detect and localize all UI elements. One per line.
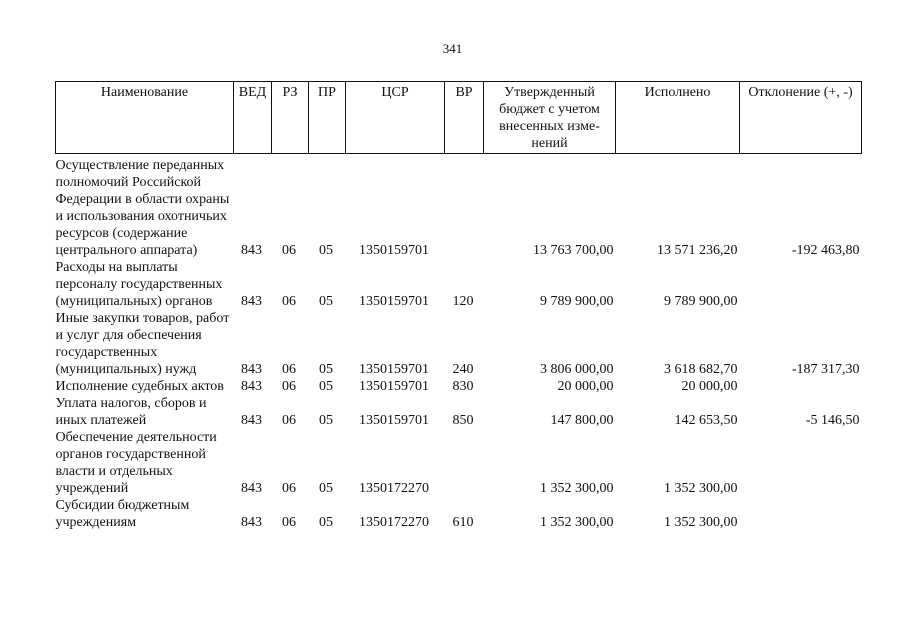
cell-rz: 06 [282,294,296,309]
header-csr: ЦСР [346,82,445,154]
header-approved-budget: Утвержденный бюджет с учетом внесенных изме-нений [484,82,616,154]
cell-csr: 1350159701 [359,379,429,394]
table-row [56,154,862,260]
table-row [56,497,862,531]
header-deviation: Отклонение (+, -) [740,82,862,154]
cell-vr [445,429,484,497]
cell-csr: 1350159701 [359,362,429,377]
cell-approved: 147 800,00 [550,413,614,428]
table-row [56,429,862,497]
table-row [56,259,862,310]
cell-approved: 1 352 300,00 [540,481,614,496]
cell-csr: 1350159701 [359,413,429,428]
cell-vr: 240 [452,362,474,377]
cell-approved: 9 789 900,00 [540,294,614,309]
cell-deviation [740,259,862,310]
table-row [56,378,862,395]
cell-rz: 06 [282,481,296,496]
cell-approved: 1 352 300,00 [540,515,614,530]
cell-pr: 05 [319,413,333,428]
cell-deviation [740,429,862,497]
cell-csr: 1350159701 [359,243,429,258]
cell-approved: 3 806 000,00 [540,362,614,377]
cell-name: Иные закупки товаров, работ и услуг для обеспечения государственных (муниципальных) нужд [55,311,230,377]
cell-pr: 05 [319,243,333,258]
cell-deviation [740,378,862,395]
header-name: Наименование [56,82,234,154]
cell-pr: 05 [319,481,333,496]
cell-deviation: -5 146,50 [805,413,860,428]
cell-rz: 06 [282,379,296,394]
cell-name: Исполнение судебных актов [55,379,224,394]
cell-ved: 843 [241,379,262,394]
cell-ved: 843 [241,413,262,428]
table-row [56,395,862,429]
header-executed: Исполнено [616,82,740,154]
cell-vr [445,154,484,260]
cell-rz: 06 [282,515,296,530]
cell-csr: 1350172270 [359,515,429,530]
cell-deviation [740,497,862,531]
cell-pr: 05 [319,362,333,377]
table-row [56,310,862,378]
cell-vr: 850 [452,413,474,428]
table-header-row [56,82,862,154]
cell-rz: 06 [282,413,296,428]
header-pr: ПР [309,82,346,154]
cell-executed: 3 618 682,70 [664,362,738,377]
budget-execution-table [55,81,862,531]
cell-pr: 05 [319,294,333,309]
header-vr: ВР [445,82,484,154]
cell-name: Расходы на выплаты персоналу государственных (муниципальных) органов [55,260,223,309]
cell-name: Уплата налогов, сборов и иных платежей [55,396,207,428]
cell-executed: 20 000,00 [681,379,738,394]
cell-ved: 843 [241,481,262,496]
cell-approved: 20 000,00 [557,379,614,394]
cell-rz: 06 [282,243,296,258]
cell-rz: 06 [282,362,296,377]
cell-executed: 1 352 300,00 [664,515,738,530]
cell-vr: 120 [452,294,474,309]
cell-executed: 1 352 300,00 [664,481,738,496]
cell-name: Субсидии бюджетным учреждениям [55,498,190,530]
cell-name: Осуществление переданных полномочий Российской Федерации в области охраны и использования охотничьих ресурсов (содержание центрального аппарата) [55,158,230,258]
cell-csr: 1350159701 [359,294,429,309]
cell-ved: 843 [241,515,262,530]
cell-ved: 843 [241,294,262,309]
cell-deviation: -187 317,30 [791,362,860,377]
cell-vr: 830 [452,379,474,394]
cell-deviation: -192 463,80 [791,243,860,258]
page-number: 341 [442,41,463,56]
cell-executed: 13 571 236,20 [657,243,738,258]
cell-ved: 843 [241,243,262,258]
header-rz: РЗ [272,82,309,154]
cell-ved: 843 [241,362,262,377]
cell-executed: 142 653,50 [674,413,738,428]
cell-pr: 05 [319,515,333,530]
header-ved: ВЕД [234,82,272,154]
cell-approved: 13 763 700,00 [533,243,614,258]
cell-vr: 610 [452,515,474,530]
cell-executed: 9 789 900,00 [664,294,738,309]
cell-name: Обеспечение деятельности органов государственной власти и отдельных учреждений [55,430,217,496]
cell-csr: 1350172270 [359,481,429,496]
cell-pr: 05 [319,379,333,394]
